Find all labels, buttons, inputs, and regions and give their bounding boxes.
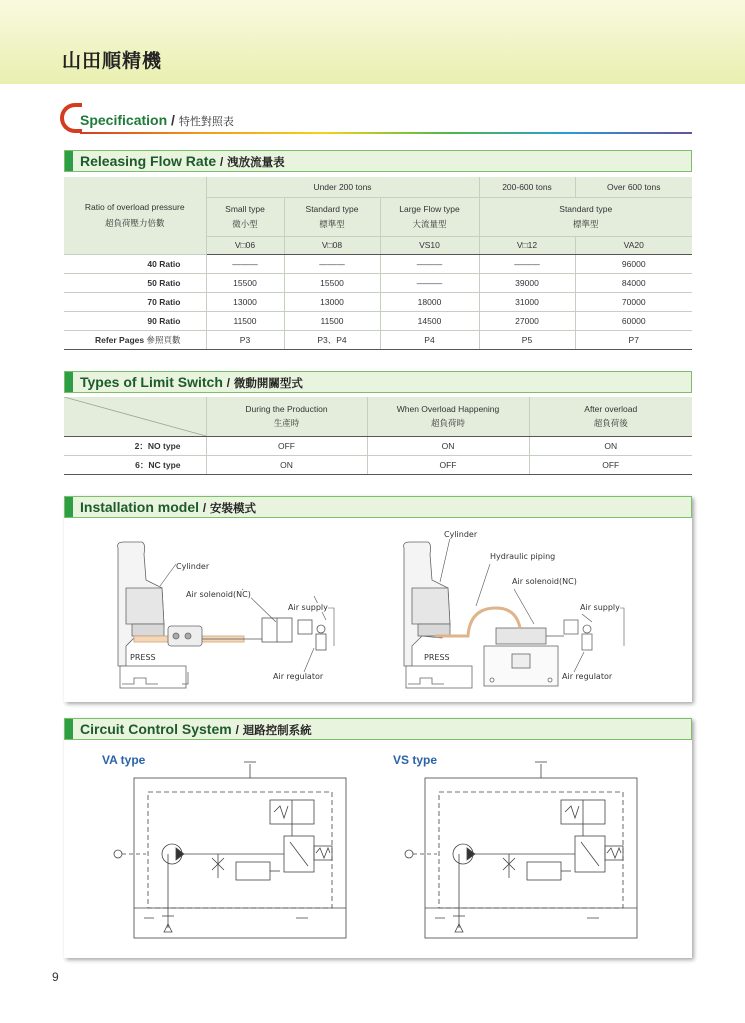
- diagonal-cell: [64, 397, 206, 436]
- label-press-right: PRESS: [424, 653, 450, 662]
- table-row: 50 Ratio 15500 15500 ——— 39000 84000: [64, 273, 692, 292]
- spec-arc-icon: [60, 103, 82, 133]
- install-section-header: Installation model / 安裝模式: [64, 496, 692, 518]
- label-press-left: PRESS: [130, 653, 156, 662]
- group-200-600: 200-600 tons: [479, 177, 575, 197]
- ratio-header: Ratio of overload pressure 超負荷壓力倍數: [64, 177, 206, 254]
- label-regulator-left: Air regulator: [273, 672, 324, 681]
- vs-type-label: VS type: [393, 753, 438, 767]
- circuit-diagram: [64, 718, 692, 958]
- circuit-box: [64, 718, 692, 958]
- label-airsupply-right: Air supply: [580, 603, 620, 612]
- label-hydraulic-right: Hydraulic piping: [490, 552, 556, 561]
- spec-title: Specification / 特性對照表: [80, 112, 234, 128]
- table-row: Refer Pages 參照頁數 P3 P3、P4 P4 P5 P7: [64, 330, 692, 349]
- group-under200: Under 200 tons: [206, 177, 479, 197]
- page-number: 9: [52, 970, 59, 984]
- va-type-label: VA type: [102, 753, 146, 767]
- circuit-section-header: Circuit Control System / 迴路控制系統: [64, 718, 692, 740]
- table-row: 6：NC type ON OFF OFF: [64, 455, 692, 474]
- limit-table: During the Production 生產時 When Overload Happening 超負荷時 After overload 超負荷後 2：NO type OFF ON ON 6：NC type ON OFF OFF: [64, 397, 692, 475]
- flow-table: Ratio of overload pressure 超負荷壓力倍數 Under 200 tons 200-600 tons Over 600 tons Small type 微小型 Standard type 標準型 Large Flow type 大流量型 Standard type 標準型 V□06 V□08 VS10 V□12 VA20 40 Ratio ——— ——— ——— ——— 96000 50 Ratio 15500 15500 ——— 39000 84000 70 Ratio 13000 13000 18000 31000 70000 90 Ratio 11500 11500 14500 27000 60000 Refer Pages 參照頁數 P3 P3、P4 P4 P5 P7: [64, 177, 692, 350]
- label-cylinder-left: Cylinder: [176, 562, 210, 571]
- rainbow-divider: [80, 132, 692, 134]
- table-row: 2：NO type OFF ON ON: [64, 436, 692, 455]
- table-row: 70 Ratio 13000 13000 18000 31000 70000: [64, 292, 692, 311]
- table-row: 40 Ratio ——— ——— ——— ——— 96000: [64, 254, 692, 273]
- limit-section-header: Types of Limit Switch / 微動開關型式: [64, 371, 692, 393]
- install-box: [64, 496, 692, 702]
- label-regulator-right: Air regulator: [562, 672, 613, 681]
- flow-section-header: Releasing Flow Rate / 洩放流量表: [64, 150, 692, 172]
- label-solenoid-right: Air solenoid(NC): [512, 577, 577, 586]
- group-over600: Over 600 tons: [575, 177, 692, 197]
- label-cylinder-right: Cylinder: [444, 530, 478, 539]
- label-airsupply-left: Air supply: [288, 603, 328, 612]
- label-solenoid-left: Air solenoid(NC): [186, 590, 251, 599]
- table-row: 90 Ratio 11500 11500 14500 27000 60000: [64, 311, 692, 330]
- company-name: 山田順精機: [62, 50, 163, 72]
